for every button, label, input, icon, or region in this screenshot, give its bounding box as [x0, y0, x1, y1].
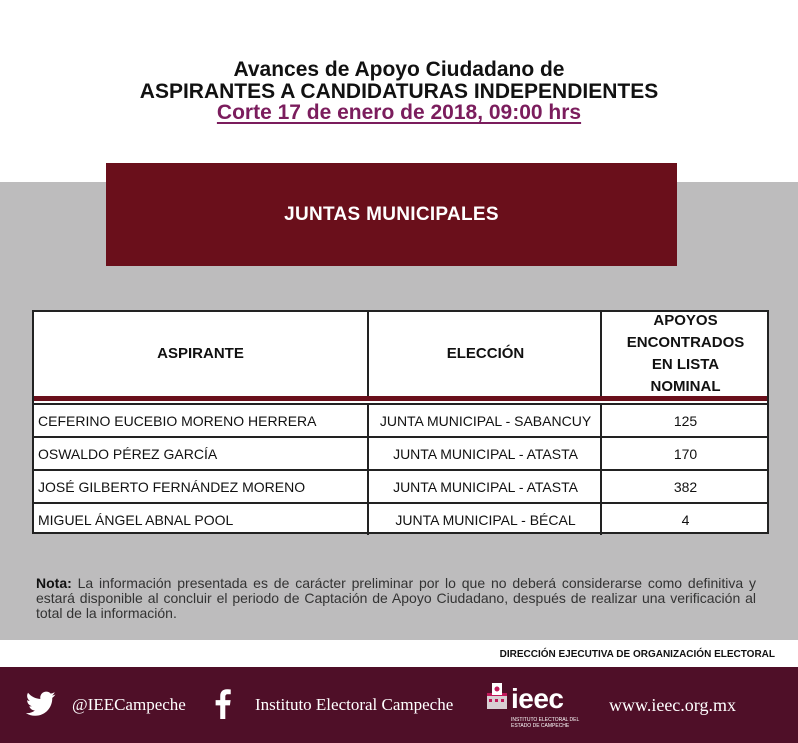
footer — [0, 667, 798, 743]
section-banner — [106, 163, 677, 266]
header-cutoff-date: Corte 17 de enero de 2018, 09:00 hrs — [216, 101, 582, 124]
logo-subtitle: INSTITUTO ELECTORAL DEL ESTADO DE CAMPECHE — [511, 717, 580, 729]
cell-aspirante: JOSÉ GILBERTO FERNÁNDEZ MORENO — [34, 471, 369, 502]
twitter-bird-icon[interactable] — [26, 691, 56, 717]
ballot-box-icon — [485, 681, 509, 711]
twitter-handle[interactable]: @IEECampeche — [72, 695, 186, 714]
section-banner-title: JUNTAS MUNICIPALES — [284, 203, 499, 225]
header-line-2: ASPIRANTES A CANDIDATURAS INDEPENDIENTES — [139, 80, 659, 103]
cell-aspirante: OSWALDO PÉREZ GARCÍA — [34, 438, 369, 469]
cell-aspirante: MIGUEL ÁNGEL ABNAL POOL — [34, 504, 369, 535]
table-row — [34, 403, 767, 436]
table-row — [34, 469, 767, 502]
table-row — [34, 502, 767, 535]
header-line-1: Avances de Apoyo Ciudadano de — [233, 58, 565, 81]
website-link[interactable]: www.ieec.org.mx — [609, 694, 736, 715]
table-header — [34, 312, 767, 396]
logo-wordmark: ieec — [511, 683, 564, 714]
cell-eleccion: JUNTA MUNICIPAL - BÉCAL — [371, 504, 602, 535]
cell-aspirante: CEFERINO EUCEBIO MORENO HERRERA — [34, 405, 369, 436]
table-row — [34, 436, 767, 469]
note-text: La información presentada es de carácter preliminar por lo que no deberá considerarse como definitiva y estará disponible al concluir el periodo de Captación de Apoyo Ciudadano, después de realizar una verificación al total de la información. — [36, 575, 757, 621]
facebook-page[interactable]: Instituto Electoral Campeche — [255, 695, 454, 714]
column-header-aspirante: ASPIRANTE — [34, 312, 369, 396]
cell-apoyos: 382 — [673, 478, 698, 495]
cell-eleccion: JUNTA MUNICIPAL - ATASTA — [371, 471, 602, 502]
cell-apoyos: 4 — [681, 511, 690, 528]
disclaimer-note — [36, 576, 756, 621]
cell-eleccion: JUNTA MUNICIPAL - ATASTA — [371, 438, 602, 469]
cell-apoyos: 125 — [673, 412, 698, 429]
facebook-f-icon[interactable] — [210, 689, 236, 719]
results-table — [32, 310, 769, 534]
header — [0, 0, 798, 182]
column-header-apoyos: APOYOS ENCONTRADOS EN LISTA NOMINAL — [626, 312, 745, 395]
cell-apoyos: 170 — [673, 445, 698, 462]
issuing-department: DIRECCIÓN EJECUTIVA DE ORGANIZACIÓN ELECTORAL — [499, 649, 775, 660]
note-label: Nota: — [36, 575, 72, 591]
column-header-eleccion: ELECCIÓN — [371, 312, 602, 396]
cell-eleccion: JUNTA MUNICIPAL - SABANCUY — [371, 405, 602, 436]
ieec-logo — [485, 677, 585, 735]
